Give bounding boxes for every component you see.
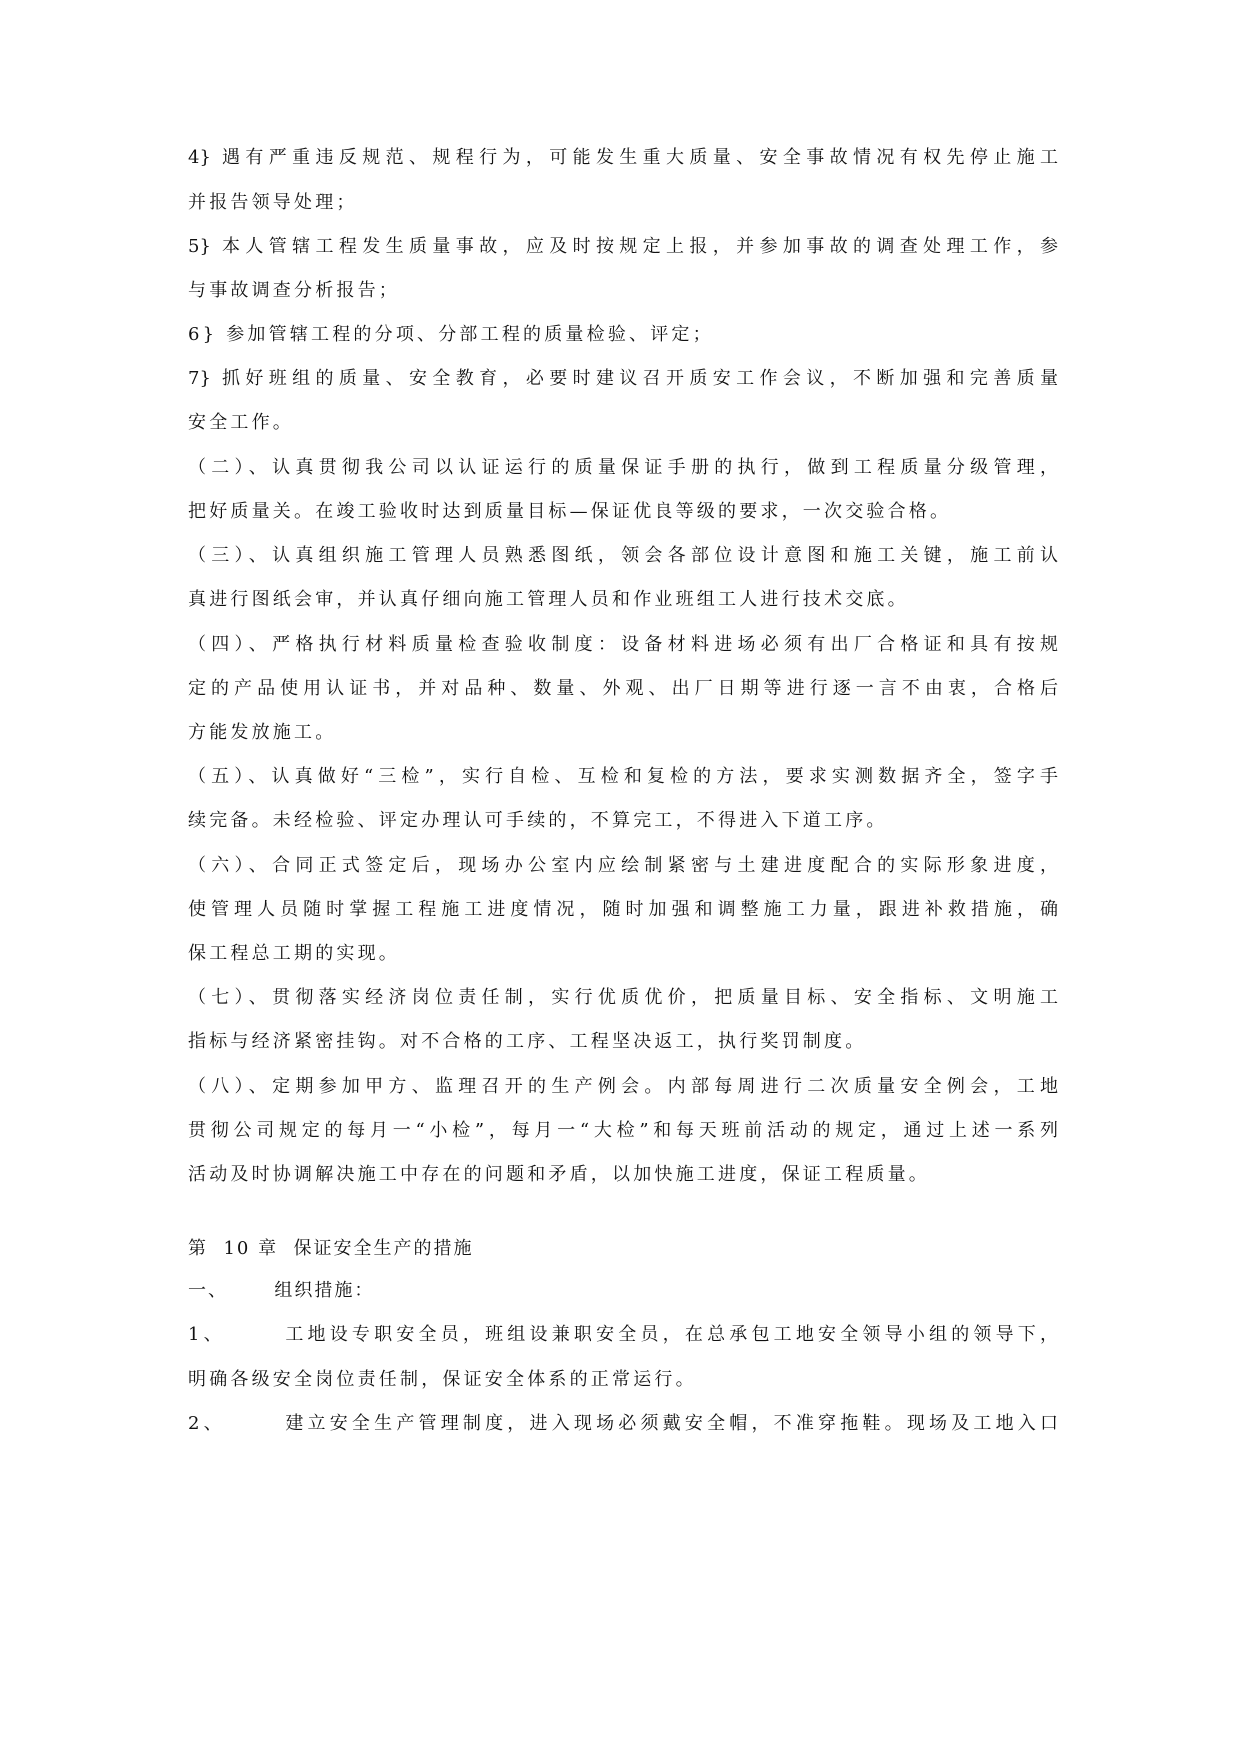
text-line: 把好质量关。在竣工验收时达到质量目标—保证优良等级的要求，一次交验合格。	[188, 501, 952, 522]
text-line: （六）、合同正式签定后，现场办公室内应绘制紧密与土建进度配合的实际形象进度，	[188, 855, 1058, 876]
text-line: 4} 遇有严重违反规范、规程行为，可能发生重大质量、安全事故情况有权先停止施工	[188, 147, 1058, 168]
text-line: 5} 本人管辖工程发生质量事故，应及时按规定上报，并参加事故的调查处理工作，参	[188, 236, 1058, 257]
text-line: 活动及时协调解决施工中存在的问题和矛盾，以加快施工进度，保证工程质量。	[188, 1164, 930, 1185]
text-line: （四）、严格执行材料质量检查验收制度：设备材料进场必须有出厂合格证和具有按规	[188, 634, 1058, 655]
text-line: （五）、认真做好“三检”，实行自检、互检和复检的方法，要求实测数据齐全，签字手	[188, 766, 1058, 787]
text-line: 7} 抓好班组的质量、安全教育，必要时建议召开质安工作会议，不断加强和完善质量	[188, 368, 1058, 389]
section-heading: 一、 组织措施：	[188, 1280, 375, 1301]
text-line: 明确各级安全岗位责任制，保证安全体系的正常运行。	[188, 1369, 697, 1390]
text-line: 安全工作。	[188, 412, 294, 433]
text-line: 续完备。未经检验、评定办理认可手续的，不算完工，不得进入下道工序。	[188, 810, 888, 831]
text-line: （八）、定期参加甲方、监理召开的生产例会。内部每周进行二次质量安全例会，工地	[188, 1076, 1058, 1097]
text-line: （三）、认真组织施工管理人员熟悉图纸，领会各部位设计意图和施工关键，施工前认	[188, 545, 1058, 566]
text-line: 保工程总工期的实现。	[188, 943, 400, 964]
text-line: 1、 工地设专职安全员，班组设兼职安全员，在总承包工地安全领导小组的领导下，	[188, 1324, 1058, 1345]
text-line: 6} 参加管辖工程的分项、分部工程的质量检验、评定；	[188, 324, 714, 345]
text-line: 并报告领导处理；	[188, 192, 358, 213]
text-line: 真进行图纸会审，并认真仔细向施工管理人员和作业班组工人进行技术交底。	[188, 589, 909, 610]
text-line: 2、 建立安全生产管理制度，进入现场必须戴安全帽，不准穿拖鞋。现场及工地入口	[188, 1413, 1058, 1434]
text-line: （二）、认真贯彻我公司以认证运行的质量保证手册的执行，做到工程质量分级管理，	[188, 457, 1058, 478]
text-line: （七）、贯彻落实经济岗位责任制，实行优质优价，把质量目标、安全指标、文明施工	[188, 987, 1058, 1008]
text-line: 使管理人员随时掌握工程施工进度情况，随时加强和调整施工力量，跟进补救措施，确	[188, 899, 1058, 920]
text-line: 贯彻公司规定的每月一“小检”，每月一“大检”和每天班前活动的规定，通过上述一系列	[188, 1120, 1058, 1141]
text-line: 定的产品使用认证书，并对品种、数量、外观、出厂日期等进行逐一言不由衷，合格后	[188, 678, 1058, 699]
text-line: 指标与经济紧密挂钩。对不合格的工序、工程坚决返工，执行奖罚制度。	[188, 1031, 867, 1052]
text-line: 方能发放施工。	[188, 722, 337, 743]
chapter-heading: 第 10 章 保证安全生产的措施	[188, 1238, 474, 1259]
text-line: 与事故调查分析报告；	[188, 280, 400, 301]
